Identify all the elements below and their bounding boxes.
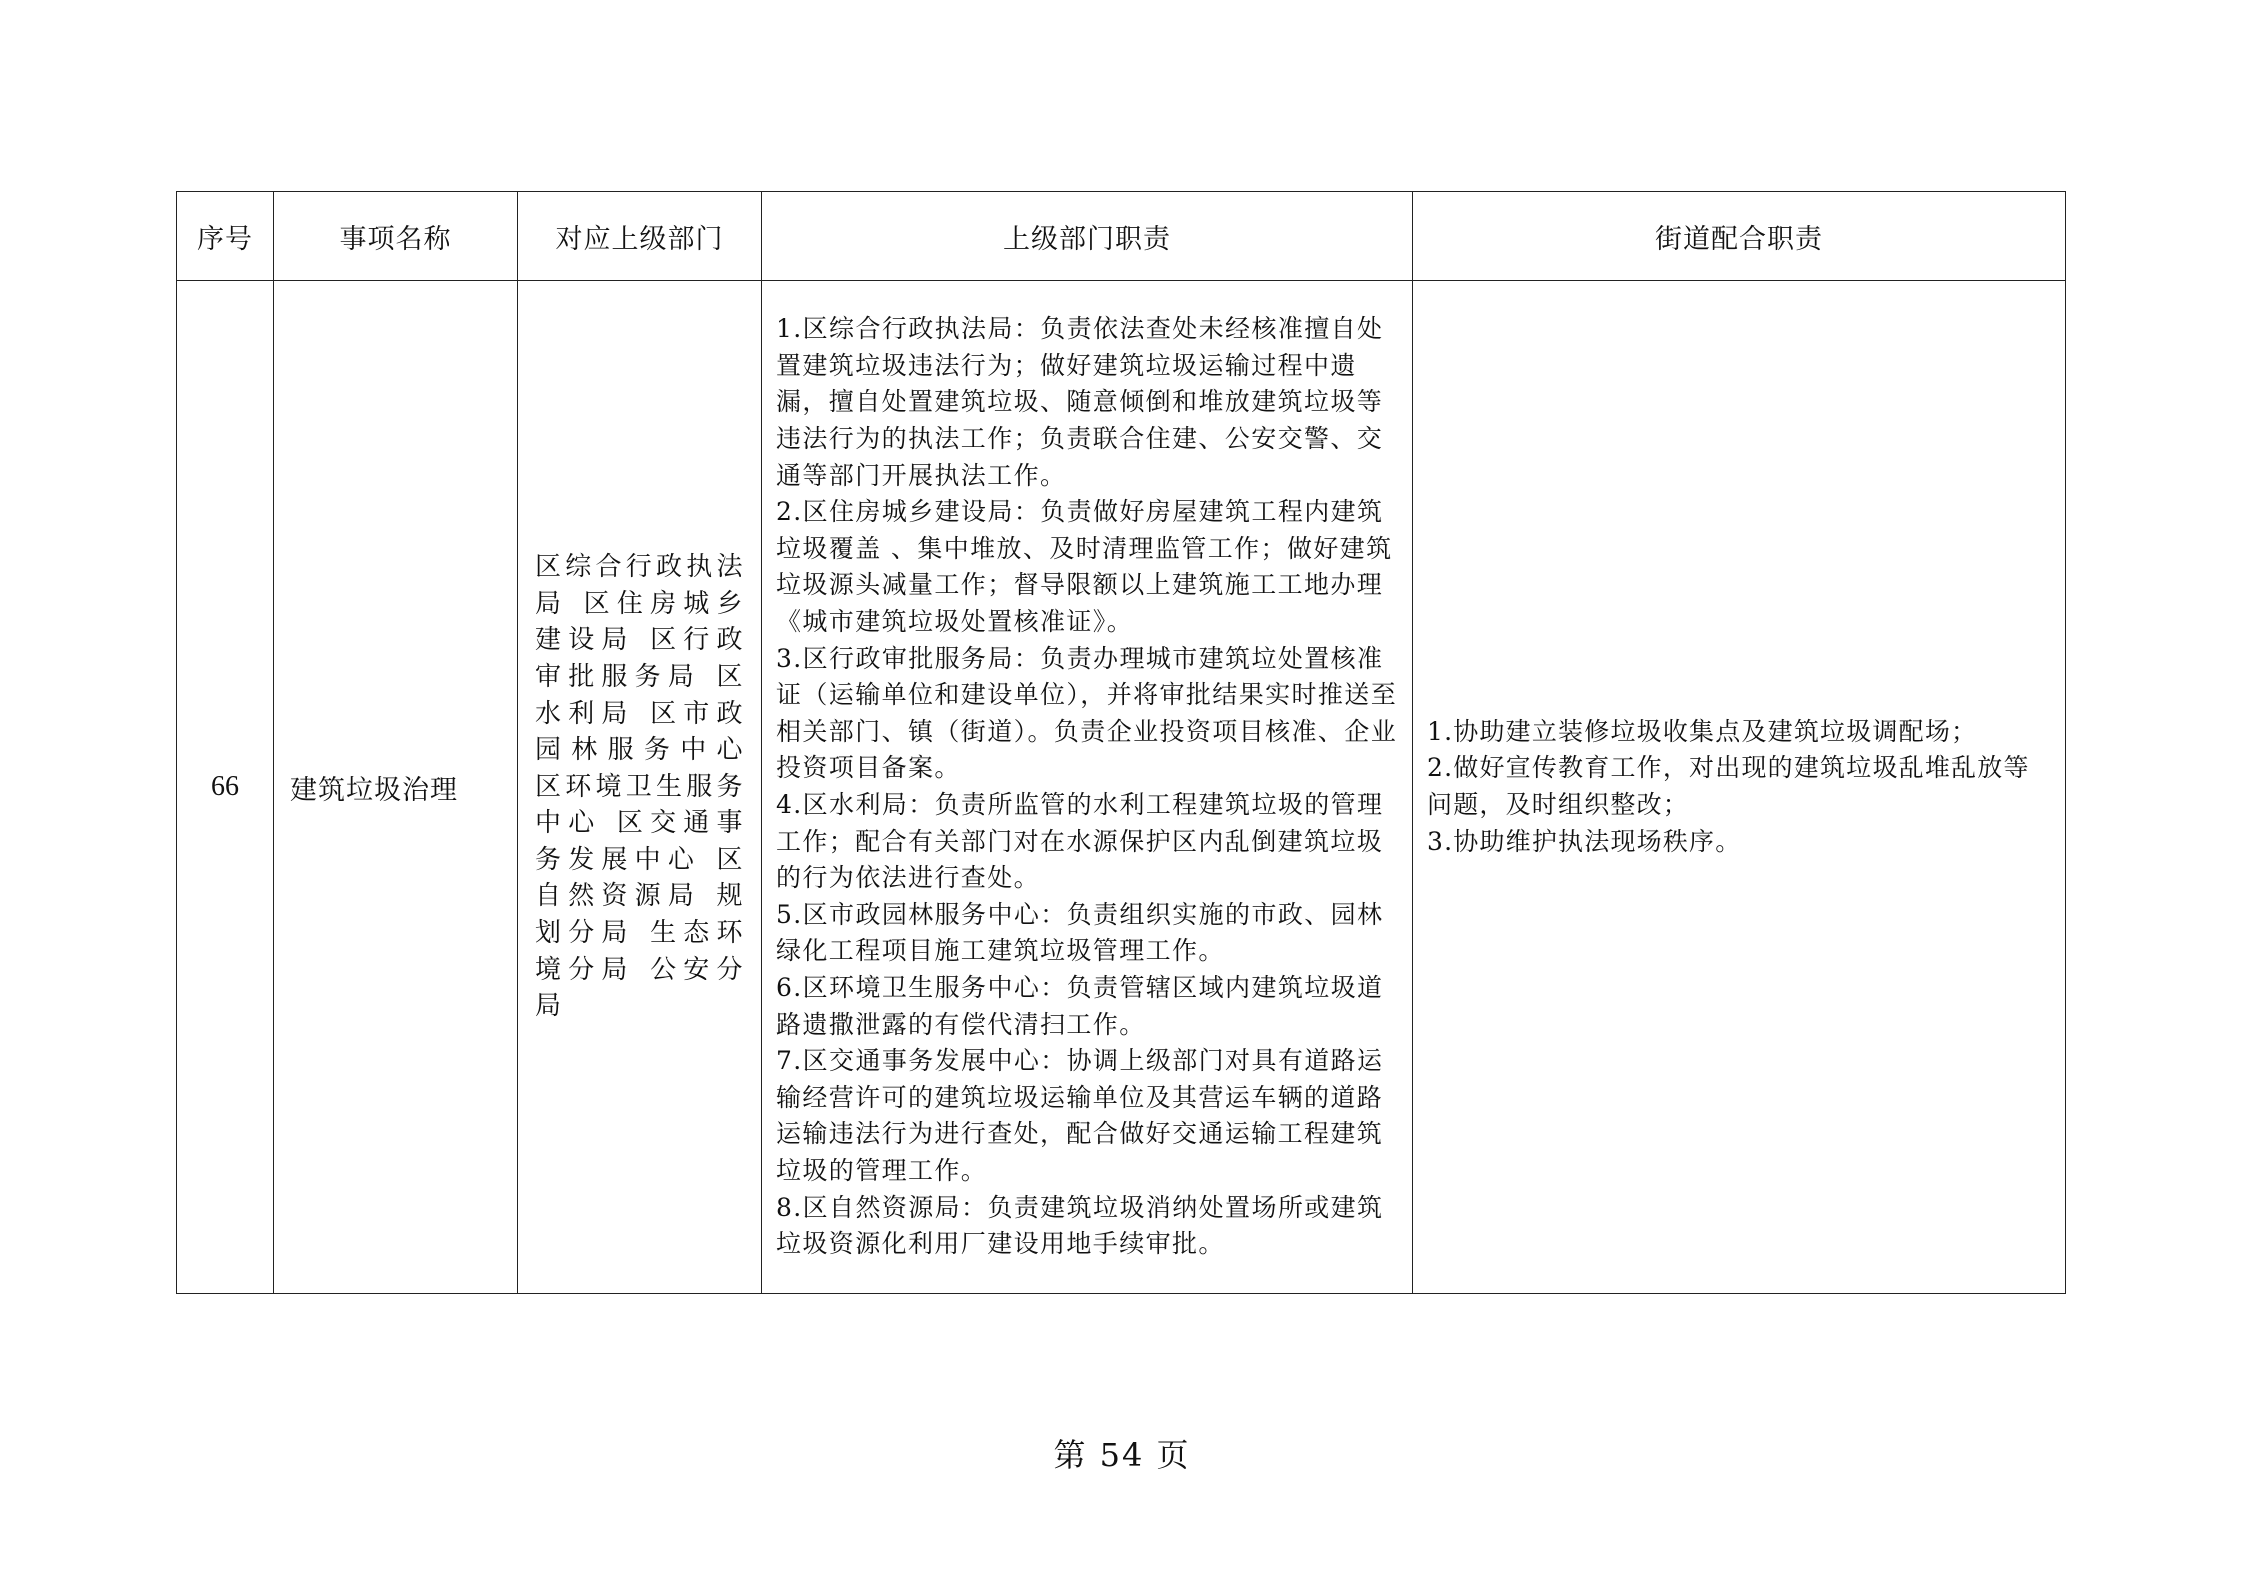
- street-duty-item-1: 1.协助建立装修垃圾收集点及建筑垃圾调配场；: [1427, 716, 1978, 746]
- dept-duty-item-5: 5.区市政园林服务中心：负责组织实施的市政、园林绿化工程项目施工建筑垃圾管理工作。: [776, 899, 1384, 966]
- duty-table: [176, 191, 2066, 1294]
- dept-duty-item-8: 8.区自然资源局：负责建筑垃圾消纳处置场所或建筑垃圾资源化利用厂建设用地手续审批。: [776, 1192, 1384, 1259]
- dept-duty-item-3: 3.区行政审批服务局：负责办理城市建筑垃处置核准证（运输单位和建设单位），并将审批结果实时推送至相关部门、镇（街道）。负责企业投资项目核准、企业投资项目备案。: [776, 643, 1398, 783]
- page-number: 第 54 页: [1053, 1436, 1191, 1474]
- header-item-name: 事项名称: [274, 192, 518, 281]
- row-dept-duties: [762, 281, 1413, 1294]
- dept-duty-item-2: 2.区住房城乡建设局：负责做好房屋建筑工程内建筑垃圾覆盖 、集中堆放、及时清理监管工作；做好建筑垃圾源头减量工作；督导限额以上建筑施工工地办理《城市建筑垃圾处置核准证》。: [776, 497, 1393, 637]
- dept-duty-item-7: 7.区交通事务发展中心：协调上级部门对具有道路运输经营许可的建筑垃圾运输单位及其营运车辆的道路运输违法行为进行查处，配合做好交通运输工程建筑垃圾的管理工作。: [776, 1046, 1384, 1185]
- street-duty-item-2: 2.做好宣传教育工作，对出现的建筑垃圾乱堆乱放等问题，及时组织整改；: [1427, 753, 2030, 819]
- header-dept-duties: 上级部门职责: [762, 192, 1413, 281]
- row-item-name: 建筑垃圾治理: [274, 281, 518, 1294]
- table-row: [177, 281, 2066, 1294]
- table-header-row: [177, 192, 2066, 281]
- row-street-duties: [1413, 281, 2066, 1294]
- row-index: 66: [177, 281, 274, 1294]
- dept-duty-item-4: 4.区水利局：负责所监管的水利工程建筑垃圾的管理工作；配合有关部门对在水源保护区内乱倒建筑垃圾的行为依法进行查处。: [776, 790, 1384, 893]
- street-duty-item-3: 3.协助维护执法现场秩序。: [1427, 826, 1742, 856]
- header-street-duties: 街道配合职责: [1413, 192, 2066, 281]
- dept-duty-item-6: 6.区环境卫生服务中心：负责管辖区域内建筑垃圾道路遗撒泄露的有偿代清扫工作。: [776, 972, 1384, 1039]
- header-dept: 对应上级部门: [518, 192, 762, 281]
- dept-duty-item-1: 1.区综合行政执法局：负责依法查处未经核准擅自处置建筑垃圾违法行为；做好建筑垃圾运输过程中遗漏，擅自处置建筑垃圾、随意倾倒和堆放建筑垃圾等违法行为的执法工作；负责联合住建、公安交警、交通等部门开展执法工作。: [776, 314, 1384, 490]
- header-index: 序号: [177, 192, 274, 281]
- row-dept: 区综合行政执法局 区住房城乡建设局 区行政审批服务局 区水利局 区市政园林服务中心 区环境卫生服务中心 区交通事务发展中心 区自然资源局 规划分局 生态环境分局 公安分局: [518, 281, 762, 1294]
